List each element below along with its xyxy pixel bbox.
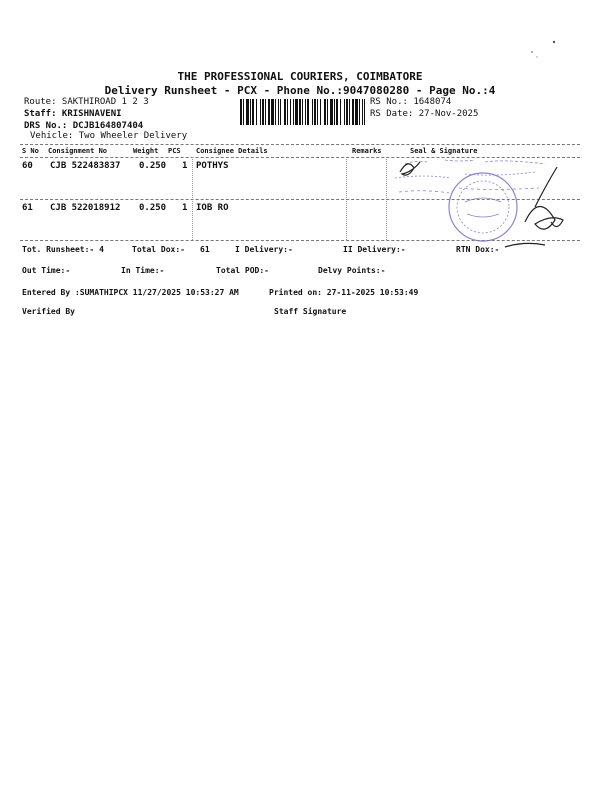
row2-consignee: IOB RO	[196, 203, 229, 213]
barcode-icon	[240, 99, 368, 125]
row1-weight: 0.250	[139, 161, 167, 171]
row2-pcs: 1	[182, 203, 188, 213]
ii-delivery: II Delivery:-	[343, 245, 406, 254]
rs-date: RS Date: 27-Nov-2025	[370, 109, 479, 119]
total-pod: Total POD:-	[216, 266, 269, 275]
staff-text: Staff: KRISHNAVENI	[24, 109, 122, 119]
col-pcs: PCS	[168, 147, 181, 155]
route-text: Route: SAKTHIROAD 1 2 3	[24, 97, 149, 107]
in-time: In Time:-	[121, 266, 165, 275]
scan-speck-icon	[528, 38, 558, 60]
row2-weight: 0.250	[139, 203, 167, 213]
tot-runsheet: Tot. Runsheet:- 4	[22, 245, 104, 254]
col-weight: Weight	[133, 147, 159, 155]
col-seal: Seal & Signature	[410, 147, 478, 155]
company-stamp-icon	[385, 152, 580, 252]
rs-number: RS No.: 1648074	[370, 97, 452, 107]
verified-by: Verified By	[22, 307, 75, 316]
row1-sno: 60	[22, 161, 33, 171]
rtn-dox: RTN Dox:-	[456, 245, 500, 254]
total-dox-label: Total Dox:-	[132, 245, 185, 254]
col-sno: S No	[22, 147, 39, 155]
total-dox-value: 61	[200, 245, 210, 254]
row2-sno: 61	[22, 203, 33, 213]
row1-consignment: CJB 522483837	[50, 161, 121, 171]
col-consignment: Consignment No	[48, 147, 108, 155]
table-top-rule	[20, 144, 580, 145]
row2-consignment: CJB 522018912	[50, 203, 121, 213]
staff-signature: Staff Signature	[274, 307, 347, 316]
i-delivery: I Delivery:-	[235, 245, 293, 254]
entered-by: Entered By :SUMATHIPCX 11/27/2025 10:53:27 AM	[22, 288, 239, 297]
row1-consignee: POTHYS	[196, 161, 229, 171]
printed-on: Printed on: 27-11-2025 10:53:49	[269, 288, 419, 297]
out-time: Out Time:-	[22, 266, 71, 275]
row1-pcs: 1	[182, 161, 188, 171]
col-remarks: Remarks	[352, 147, 382, 155]
vehicle-text: Vehicle: Two Wheeler Delivery	[30, 131, 188, 141]
runsheet-subtitle: Delivery Runsheet - PCX - Phone No.:9047080280 - Page No.:4	[104, 84, 496, 97]
company-title: THE PROFESSIONAL COURIERS, COIMBATORE	[177, 70, 423, 83]
col-consignee: Consignee Details	[196, 147, 268, 155]
drs-number: DRS No.: DCJB164807404	[24, 121, 144, 131]
delvy-points: Delvy Points:-	[318, 266, 386, 275]
